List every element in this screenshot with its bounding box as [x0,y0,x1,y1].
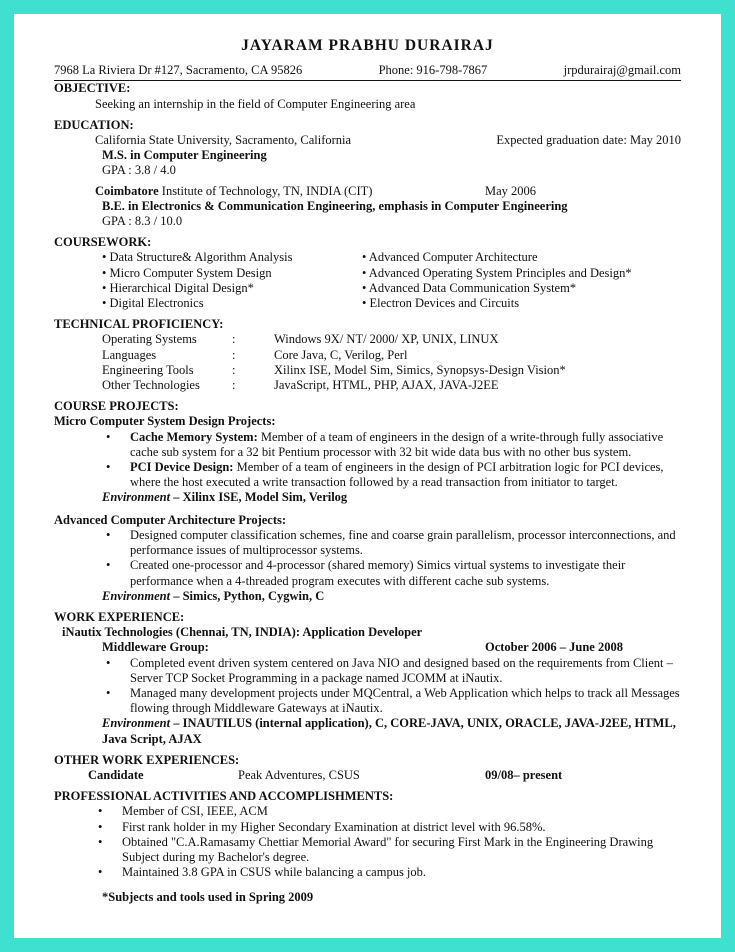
tech-sep: : [232,332,236,347]
env-label: Environment [102,716,171,731]
footnote: *Subjects and tools used in Spring 2009 [102,890,314,905]
activities-heading: PROFESSIONAL ACTIVITIES AND ACCOMPLISHMENTS: [54,789,394,804]
other-org: Peak Adventures, CSUS [238,767,360,782]
list-item: • Maintained 3.8 GPA in CSUS while balancing a campus job. [122,865,681,880]
course-item: • Digital Electronics [102,296,204,311]
list-item: • Obtained "C.A.Ramasamy Chettiar Memorial Award" for securing First Mark in the Engineering Drawing Subject during my Bachelor's degree. [122,835,681,865]
course-item: • Data Structure& Algorithm Analysis [102,250,293,265]
project-2-title: Advanced Computer Architecture Projects: [54,512,287,527]
env-label: Environment [102,588,171,603]
bullet-text: Member of a team of engineers in the design of a write-through fully associative cache sub system for a 32 bit Pentium processor with 32 bit wide data bus with no other bus system. [130,429,664,459]
course-item: • Advanced Computer Architecture [362,250,538,265]
school-2-bold: Coimbatore [95,183,159,198]
school-2-date: May 2006 [485,183,537,198]
bullet-bold: PCI Device Design: [130,460,234,475]
activities-list [54,804,681,880]
list-item: • Created one-processor and 4-processor (shared memory) Simics virtual systems to investigate their performance when a 4-threaded program executes with different cache sub systems. [130,558,681,588]
tech-value: Xilinx ISE, Model Sim, Simics, Synopsys-Design Vision* [274,362,566,377]
project-2-environment [54,589,681,604]
tech-sep: : [232,378,236,393]
env-value: – INAUTILUS (internal application), C, CORE-JAVA, UNIX, ORACLE, JAVA-J2EE, HTML, Java Script, AJAX [102,716,676,746]
work-dates: October 2006 – June 2008 [485,640,623,655]
project-1-bullets [54,430,681,491]
list-item: • First rank holder in my Higher Secondary Examination at district level with 96.58%. [122,820,681,835]
education-row-1 [54,133,681,148]
env-label: Environment [102,490,171,505]
env-value: – Xilinx ISE, Model Sim, Verilog [170,490,348,505]
gpa-2: GPA : 8.3 / 10.0 [102,214,183,229]
other-heading: OTHER WORK EXPERIENCES: [54,752,240,767]
objective-text: Seeking an internship in the field of Computer Engineering area [95,96,416,111]
bullet-text: Member of a team of engineers in the design of PCI arbitration logic for PCI devices, where the host executed a write transaction followed by a read transaction from initiator to target. [130,460,664,490]
email: jrpdurairaj@gmail.com [563,63,681,78]
tech-label: Engineering Tools [102,362,194,377]
list-item: • Designed computer classification schemes, fine and coarse grain parallelism, processor interconnections, and performance issues of multiprocessor systems. [130,528,681,558]
project-1-environment [54,490,681,505]
list-item: • Completed event driven system centered on Java NIO and designed based on the requirements from Client – Server TCP Socket Programming in a package named JCOMM at iNautix. [130,656,681,686]
school-1-date: Expected graduation date: May 2010 [496,133,681,148]
tech-value: JavaScript, HTML, PHP, AJAX, JAVA-J2EE [274,378,499,393]
other-row [54,768,681,783]
course-item: • Hierarchical Digital Design* [102,280,254,295]
course-item: • Advanced Data Communication System* [362,280,577,295]
project-1-title: Micro Computer System Design Projects: [54,414,276,429]
gpa-1: GPA : 3.8 / 4.0 [102,163,176,178]
phone: Phone: 916-798-7867 [378,63,488,78]
objective-heading: OBJECTIVE: [54,81,131,96]
degree-2: B.E. in Electronics & Communication Engineering, emphasis in Computer Engineering [102,198,568,213]
course-item: • Electron Devices and Circuits [362,296,520,311]
work-environment [54,716,681,746]
project-2-bullets [54,528,681,589]
work-group: Middleware Group: [102,640,209,655]
school-2-rest: Institute of Technology, TN, INDIA (CIT) [158,183,373,198]
school-2 [95,184,485,199]
degree-1: M.S. in Computer Engineering [102,148,267,163]
coursework-list [54,250,681,311]
course-item: • Advanced Operating System Principles and Design* [362,265,632,280]
technical-heading: TECHNICAL PROFICIENCY: [54,317,224,332]
other-dates: 09/08– present [485,767,563,782]
projects-heading: COURSE PROJECTS: [54,399,179,414]
school-1: California State University, Sacramento, California [95,133,352,148]
env-value: – Simics, Python, Cygwin, C [170,588,325,603]
resume-page [14,14,721,938]
tech-sep: : [232,362,236,377]
work-company: iNautix Technologies (Chennai, TN, INDIA): Application Developer [62,625,423,640]
work-bullets [54,656,681,717]
tech-value: Windows 9X/ NT/ 2000/ XP, UNIX, LINUX [274,332,499,347]
course-item: • Micro Computer System Design [102,265,272,280]
tech-label: Other Technologies [102,378,200,393]
list-item: • Member of CSI, IEEE, ACM [122,804,681,819]
education-heading: EDUCATION: [54,117,134,132]
tech-label: Operating Systems [102,332,197,347]
list-item [130,460,681,490]
tech-sep: : [232,347,236,362]
work-heading: WORK EXPERIENCE: [54,609,185,624]
address: 7968 La Riviera Dr #127, Sacramento, CA 95826 [54,63,303,78]
coursework-heading: COURSEWORK: [54,235,152,250]
candidate-name: JAYARAM PRABHU DURAIRAJ [241,37,494,54]
education-row-2 [54,184,681,199]
tech-value: Core Java, C, Verilog, Perl [274,347,408,362]
bullet-bold: Cache Memory System: [130,429,258,444]
tech-label: Languages [102,347,157,362]
contact-line [54,63,681,81]
list-item: • Managed many development projects under MQCentral, a Web Application which helps to track all Messages flowing through Middleware Gateways at iNautix. [130,686,681,716]
other-role: Candidate [88,767,144,782]
work-group-row [54,640,681,655]
technical-table [54,332,681,393]
list-item [130,430,681,460]
